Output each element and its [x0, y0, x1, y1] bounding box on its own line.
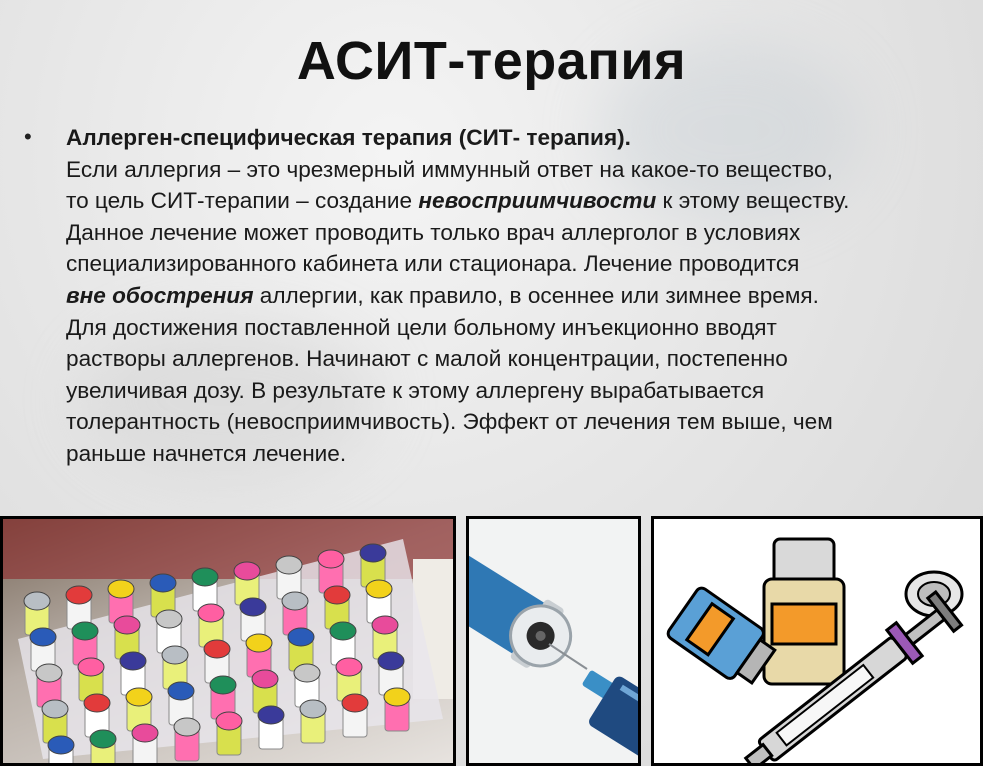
vial-cap — [24, 592, 50, 610]
vial-cap — [198, 604, 224, 622]
vial-cap — [324, 586, 350, 604]
vial-cap — [360, 544, 386, 562]
vial-cap — [66, 586, 92, 604]
vial-cap — [162, 646, 188, 664]
vial-cap — [156, 610, 182, 628]
vial-cap — [342, 694, 368, 712]
text-line: специализированного кабинета или стационара. Лечение проводится — [66, 251, 800, 277]
vial-cap — [252, 670, 278, 688]
vial-cap — [42, 700, 68, 718]
text-span: то цель СИТ-терапии – создание — [66, 188, 419, 214]
vial-cap — [108, 580, 134, 598]
vial-cap — [258, 706, 284, 724]
text-line — [66, 280, 966, 312]
syringe-photo — [466, 516, 641, 766]
text-line: увеличивая дозу. В результате к этому аллергену вырабатывается — [66, 377, 765, 403]
text-line: Для достижения поставленной цели больному инъекционно вводят — [66, 314, 777, 340]
text-line: растворы аллергенов. Начинают с малой концентрации, постепенно — [66, 346, 788, 372]
bullet-text — [66, 122, 966, 470]
vial-cap — [216, 712, 242, 730]
text-span: аллергии, как правило, в осеннее или зимнее время. — [253, 282, 819, 308]
vial-cap — [372, 616, 398, 634]
emphasis-text: вне обострения — [66, 282, 254, 308]
vial-cap — [48, 736, 74, 754]
syringe-closeup — [469, 519, 638, 763]
vial-cap — [378, 652, 404, 670]
text-line: Если аллергия – это чрезмерный иммунный ответ на какое-то вещество, — [66, 156, 833, 182]
vial-cap — [204, 640, 230, 658]
vial-cap — [72, 622, 98, 640]
vial-cap — [330, 622, 356, 640]
vial-cap — [246, 634, 272, 652]
vial-cap — [192, 568, 218, 586]
slide-title: АСИТ-терапия — [296, 31, 687, 91]
vial-cap — [78, 658, 104, 676]
vial-cap — [240, 598, 266, 616]
text-span: к этому веществу. — [656, 188, 850, 214]
vial-cap — [234, 562, 260, 580]
vial-cap — [384, 688, 410, 706]
text-line: Данное лечение может проводить только врач аллерголог в условиях — [66, 219, 801, 245]
vial-cap — [318, 550, 344, 568]
text-line: толерантность (невосприимчивость). Эффект от лечения тем выше, чем — [66, 409, 833, 435]
vial-cap — [276, 556, 302, 574]
vial-cap — [300, 700, 326, 718]
emphasis-text: невосприимчивости — [418, 188, 657, 214]
text-line: раньше начнется лечение. — [66, 440, 347, 466]
vial-cap — [30, 628, 56, 646]
vials-illustration — [3, 519, 453, 763]
vial-cap — [126, 688, 152, 706]
vial-cap — [84, 694, 110, 712]
clipart-illustration — [654, 519, 980, 763]
vial-cap — [366, 580, 392, 598]
vial-cap — [294, 664, 320, 682]
vial-cap — [114, 616, 140, 634]
vial-cap — [150, 574, 176, 592]
vial-cap — [36, 664, 62, 682]
vials-tray-photo — [0, 516, 456, 766]
vial-cap — [282, 592, 308, 610]
bullet-heading: Аллерген-специфическая терапия (СИТ- терапия). — [66, 125, 631, 150]
vial-cap — [210, 676, 236, 694]
vial-cap — [174, 718, 200, 736]
vial-cap — [336, 658, 362, 676]
bullet-dot: • — [24, 124, 32, 149]
vial-cap — [168, 682, 194, 700]
vial-cap — [90, 730, 116, 748]
medicine-clipart — [651, 516, 983, 766]
vial-cap — [132, 724, 158, 742]
vial-cap — [120, 652, 146, 670]
vial-cap — [288, 628, 314, 646]
text-line — [66, 185, 966, 217]
